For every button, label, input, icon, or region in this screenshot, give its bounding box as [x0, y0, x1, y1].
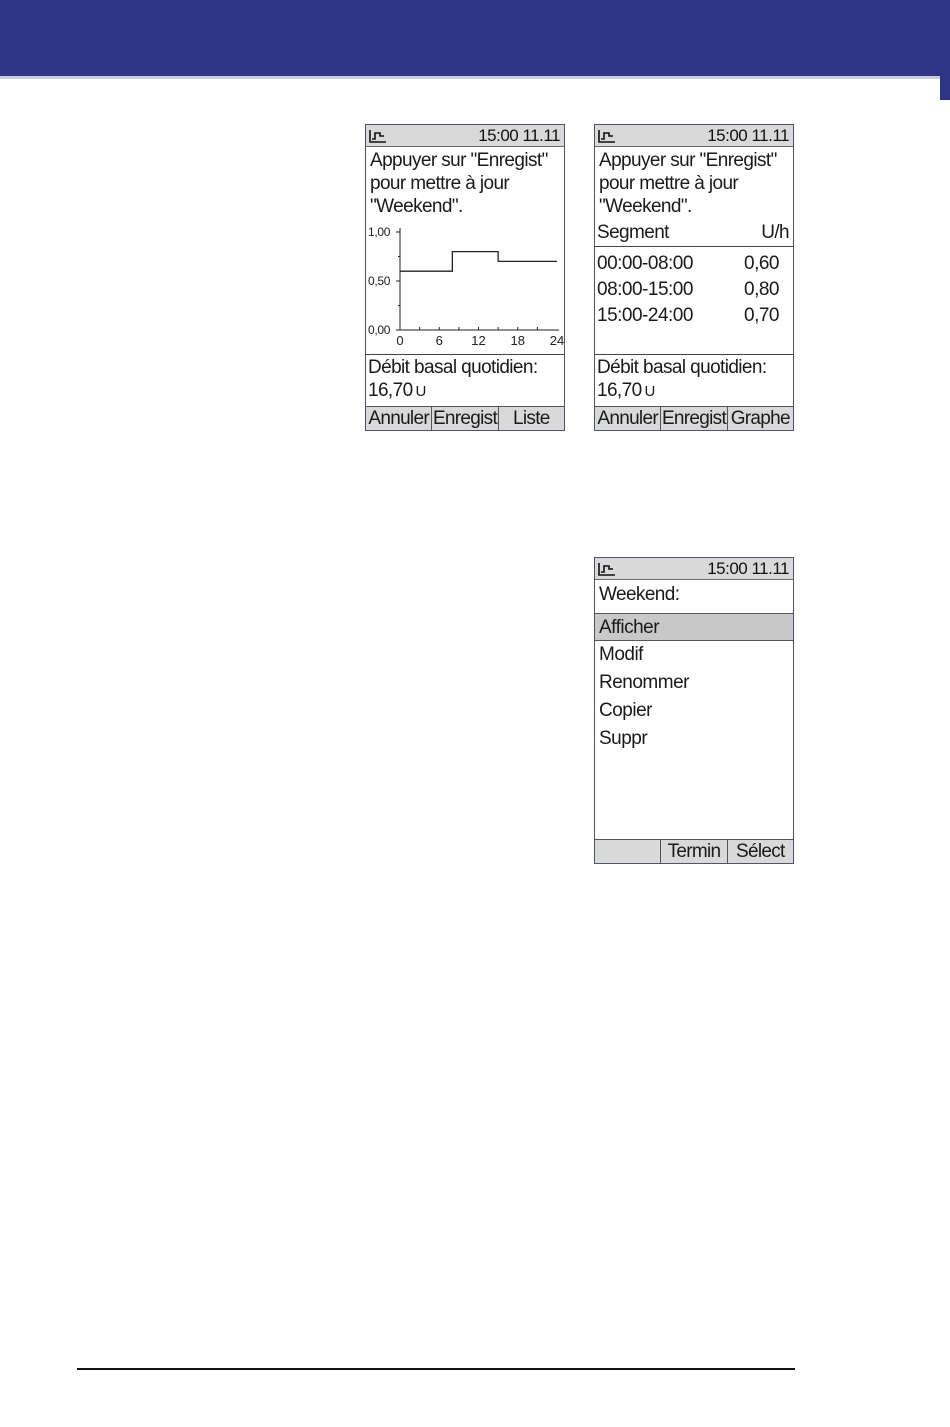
instruction-message: [599, 149, 777, 218]
softkey-bar: [366, 406, 564, 430]
softkey-bar: [595, 406, 793, 430]
y-tick-label: 1,00: [368, 225, 391, 239]
divider: [595, 246, 793, 247]
basal-rate-line: [400, 252, 557, 272]
status-bar: [595, 558, 793, 580]
header-band: [0, 0, 950, 76]
empty-softkey: [595, 840, 660, 863]
y-tick-label: 0,00: [368, 323, 391, 337]
segment-row: [595, 277, 793, 303]
status-time: 15:00 11.11: [478, 126, 560, 145]
segment-rate: 0,80: [744, 279, 779, 300]
y-tick-label: 0,50: [368, 274, 391, 288]
menu-item-copier[interactable]: Copier: [599, 700, 652, 721]
divider: [595, 354, 793, 355]
daily-basal-unit: U: [415, 383, 426, 400]
menu-item-modif[interactable]: Modif: [599, 644, 643, 665]
status-bar: [595, 125, 793, 147]
segment-rate: 0,60: [744, 253, 779, 274]
message-line: "Weekend".: [599, 196, 692, 217]
save-softkey[interactable]: Enregist: [432, 408, 498, 429]
segment-column-header: Segment: [597, 222, 669, 243]
status-bar: [366, 125, 564, 147]
x-tick-label: 0: [396, 333, 404, 348]
cancel-softkey[interactable]: Annuler: [597, 408, 658, 429]
instruction-message: [370, 149, 548, 218]
basal-profile-icon: [369, 128, 387, 144]
daily-basal-number: 16,70: [597, 380, 642, 401]
daily-basal-value: [368, 379, 426, 403]
x-tick-label: 18: [510, 333, 525, 348]
rate-column-header: U/h: [761, 222, 789, 243]
segment-time: 15:00-24:00: [597, 305, 693, 326]
done-softkey[interactable]: Termin: [660, 840, 726, 863]
x-tick-label: 6: [435, 333, 443, 348]
status-time: 15:00 11.11: [707, 126, 789, 145]
segment-rate: 0,70: [744, 305, 779, 326]
segment-time: 00:00-08:00: [597, 253, 693, 274]
graph-softkey[interactable]: Graphe: [727, 407, 793, 430]
basal-profile-icon: [598, 561, 616, 577]
status-time: 15:00 11.11: [707, 559, 789, 578]
daily-basal-label: Débit basal quotidien:: [597, 357, 767, 378]
message-line: pour mettre à jour: [370, 173, 510, 194]
segment-row: [595, 251, 793, 277]
cancel-softkey[interactable]: Annuler: [368, 408, 429, 429]
pump-screen-menu: [594, 557, 794, 864]
select-softkey[interactable]: Sélect: [727, 840, 793, 863]
menu-item-suppr[interactable]: Suppr: [599, 728, 648, 749]
message-line: Appuyer sur "Enregist": [370, 150, 548, 171]
daily-basal-label: Débit basal quotidien:: [368, 357, 538, 378]
segment-row: [595, 303, 793, 329]
daily-basal-unit: U: [644, 383, 655, 400]
basal-rate-chart: [366, 222, 565, 353]
x-tick-label: 12: [471, 333, 486, 348]
segment-time: 08:00-15:00: [597, 279, 693, 300]
daily-basal-number: 16,70: [368, 380, 413, 401]
page-edge-tab: [940, 0, 950, 100]
menu-title: Weekend:: [599, 584, 680, 605]
segment-table-header: [595, 221, 793, 245]
pump-screen-list: [594, 124, 794, 431]
softkey-bar: [595, 839, 793, 863]
footer-rule: [77, 1368, 795, 1370]
pump-screen-graph: [365, 124, 565, 431]
message-line: Appuyer sur "Enregist": [599, 150, 777, 171]
daily-basal-value: [597, 379, 655, 403]
x-tick-label: 24: [549, 333, 565, 348]
message-line: pour mettre à jour: [599, 173, 739, 194]
menu-item-afficher[interactable]: Afficher: [595, 613, 793, 641]
menu-item-renommer[interactable]: Renommer: [599, 672, 689, 693]
header-band-edge: [0, 76, 950, 79]
message-line: "Weekend".: [370, 196, 463, 217]
list-softkey[interactable]: Liste: [498, 407, 564, 430]
basal-profile-icon: [598, 128, 616, 144]
divider: [366, 354, 564, 355]
save-softkey[interactable]: Enregist: [661, 408, 727, 429]
